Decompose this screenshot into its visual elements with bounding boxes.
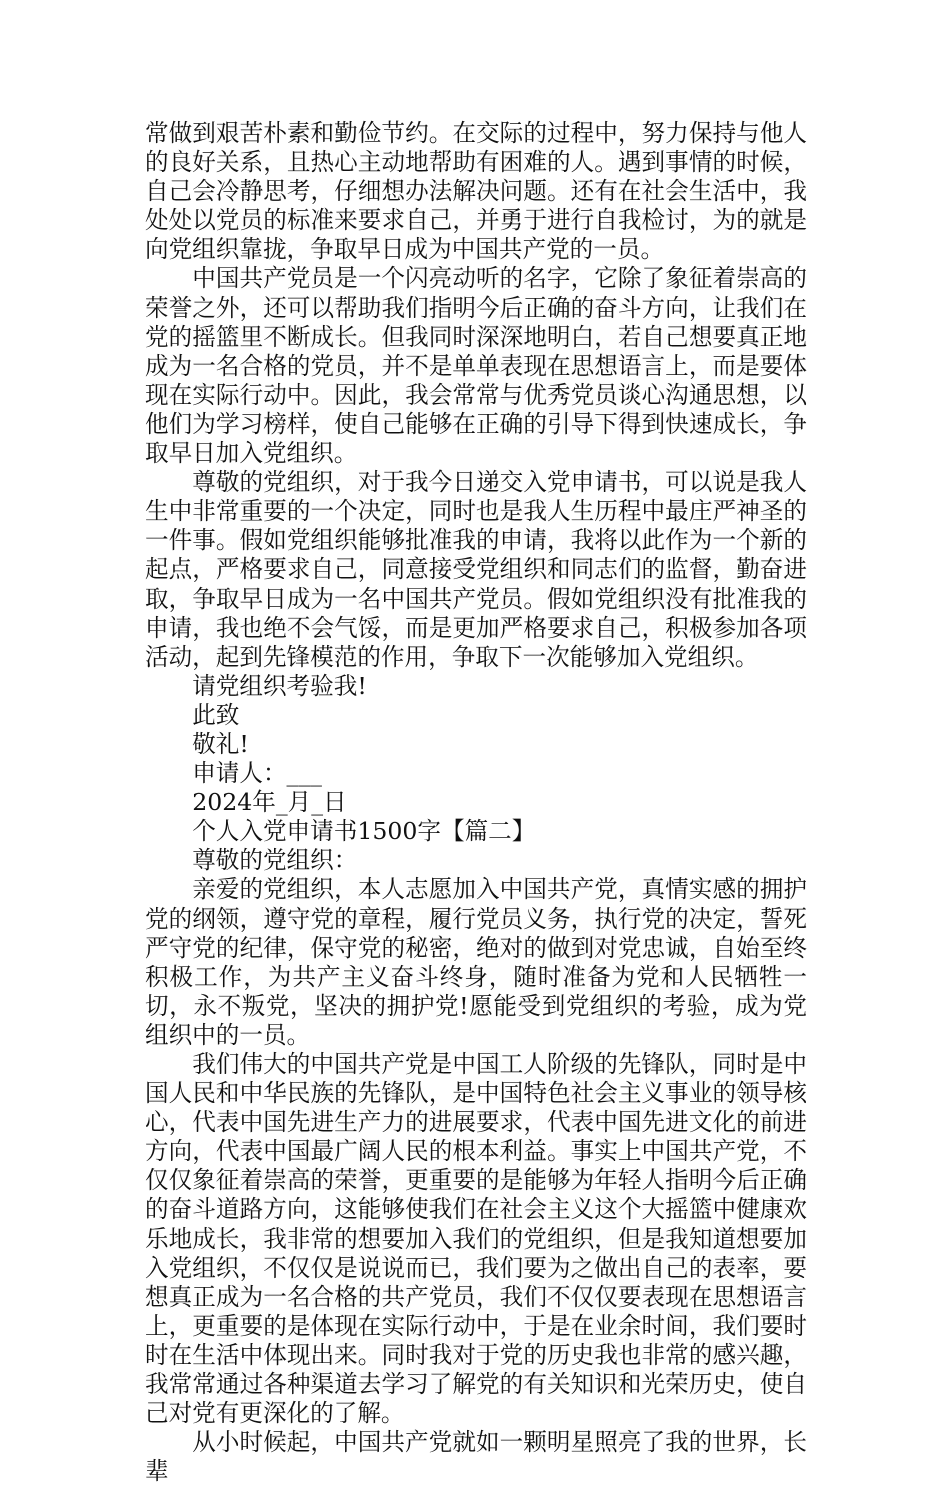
date-line: 2024年_月_日 <box>192 788 347 817</box>
paragraph-party-member-name: 中国共产党员是一个闪亮动听的名字，它除了象征着崇高的荣誉之外，还可以帮助我们指明今后正确的奋斗方向，让我们在党的摇篮里不断成长。但我同时深深地明白，若自己想要真正地成为一名合格的党员，并不是单单表现在思想语言上，而是要体现在实际行动中。因此，我会常常与优秀党员谈心沟通思想，以他们为学习榜样，使自己能够在正确的引导下得到快速成长，争取早日加入党组织。 <box>145 264 807 468</box>
paragraph-dear-party: 亲爱的党组织，本人志愿加入中国共产党，真情实感的拥护党的纲领，遵守党的章程，履行党员义务，执行党的决定，誓死严守党的纪律，保守党的秘密，绝对的做到对党忠诚，自始至终积极工作，为共产主义奋斗终身，随时准备为党和人民牺牲一切，永不叛党，坚决的拥护党!愿能受到党组织的考验，成为党组织中的一员。 <box>145 875 807 1049</box>
paragraph-childhood: 从小时候起，中国共产党就如一颗明星照亮了我的世界，长辈 <box>145 1428 807 1486</box>
section-title: 个人入党申请书1500字【篇二】 <box>192 817 536 846</box>
paragraph-continued: 常做到艰苦朴素和勤俭节约。在交际的过程中，努力保持与他人的良好关系，且热心主动地帮助有困难的人。遇到事情的时候，自己会冷静思考，仔细想办法解决问题。还有在社会生活中，我处处以党员的标准来要求自己，并勇于进行自我检讨，为的就是向党组织靠拢，争取早日成为中国共产党的一员。 <box>145 119 807 264</box>
salutation-cizhi: 此致 <box>192 700 240 729</box>
paragraph-great-party: 我们伟大的中国共产党是中国工人阶级的先锋队，同时是中国人民和中华民族的先锋队，是中国特色社会主义事业的领导核心，代表中国先进生产力的进展要求，代表中国先进文化的前进方向，代表中国最广阔人民的根本利益。事实上中国共产党，不仅仅象征着崇高的荣誉，更重要的是能够为年轻人指明今后正确的奋斗道路方向，这能够使我们在社会主义这个大摇篮中健康欢乐地成长，我非常的想要加入我们的党组织，但是我知道想要加入党组织，不仅仅是说说而已，我们要为之做出自己的表率，要想真正成为一名合格的共产党员，我们不仅仅要表现在思想语言上，更重要的是体现在实际行动中，于是在业余时间，我们要时时在生活中体现出来。同时我对于党的历史我也非常的感兴趣，我常常通过各种渠道去学习了解党的有关知识和光荣历史，使自己对党有更深化的了解。 <box>145 1050 807 1428</box>
salutation-jingli: 敬礼! <box>192 729 249 758</box>
greeting: 尊敬的党组织： <box>192 846 358 875</box>
closing-request: 请党组织考验我! <box>192 671 367 700</box>
applicant-line: 申请人：___ <box>192 759 322 788</box>
document-page <box>145 119 807 1486</box>
paragraph-application-decision: 尊敬的党组织，对于我今日递交入党申请书，可以说是我人生中非常重要的一个决定，同时也是我人生历程中最庄严神圣的一件事。假如党组织能够批准我的申请，我将以此作为一个新的起点，严格要求自己，同意接受党组织和同志们的监督，勤奋进取，争取早日成为一名中国共产党员。假如党组织没有批准我的申请，我也绝不会气馁，而是更加严格要求自己，积极参加各项活动，起到先锋模范的作用，争取下一次能够加入党组织。 <box>145 468 807 671</box>
